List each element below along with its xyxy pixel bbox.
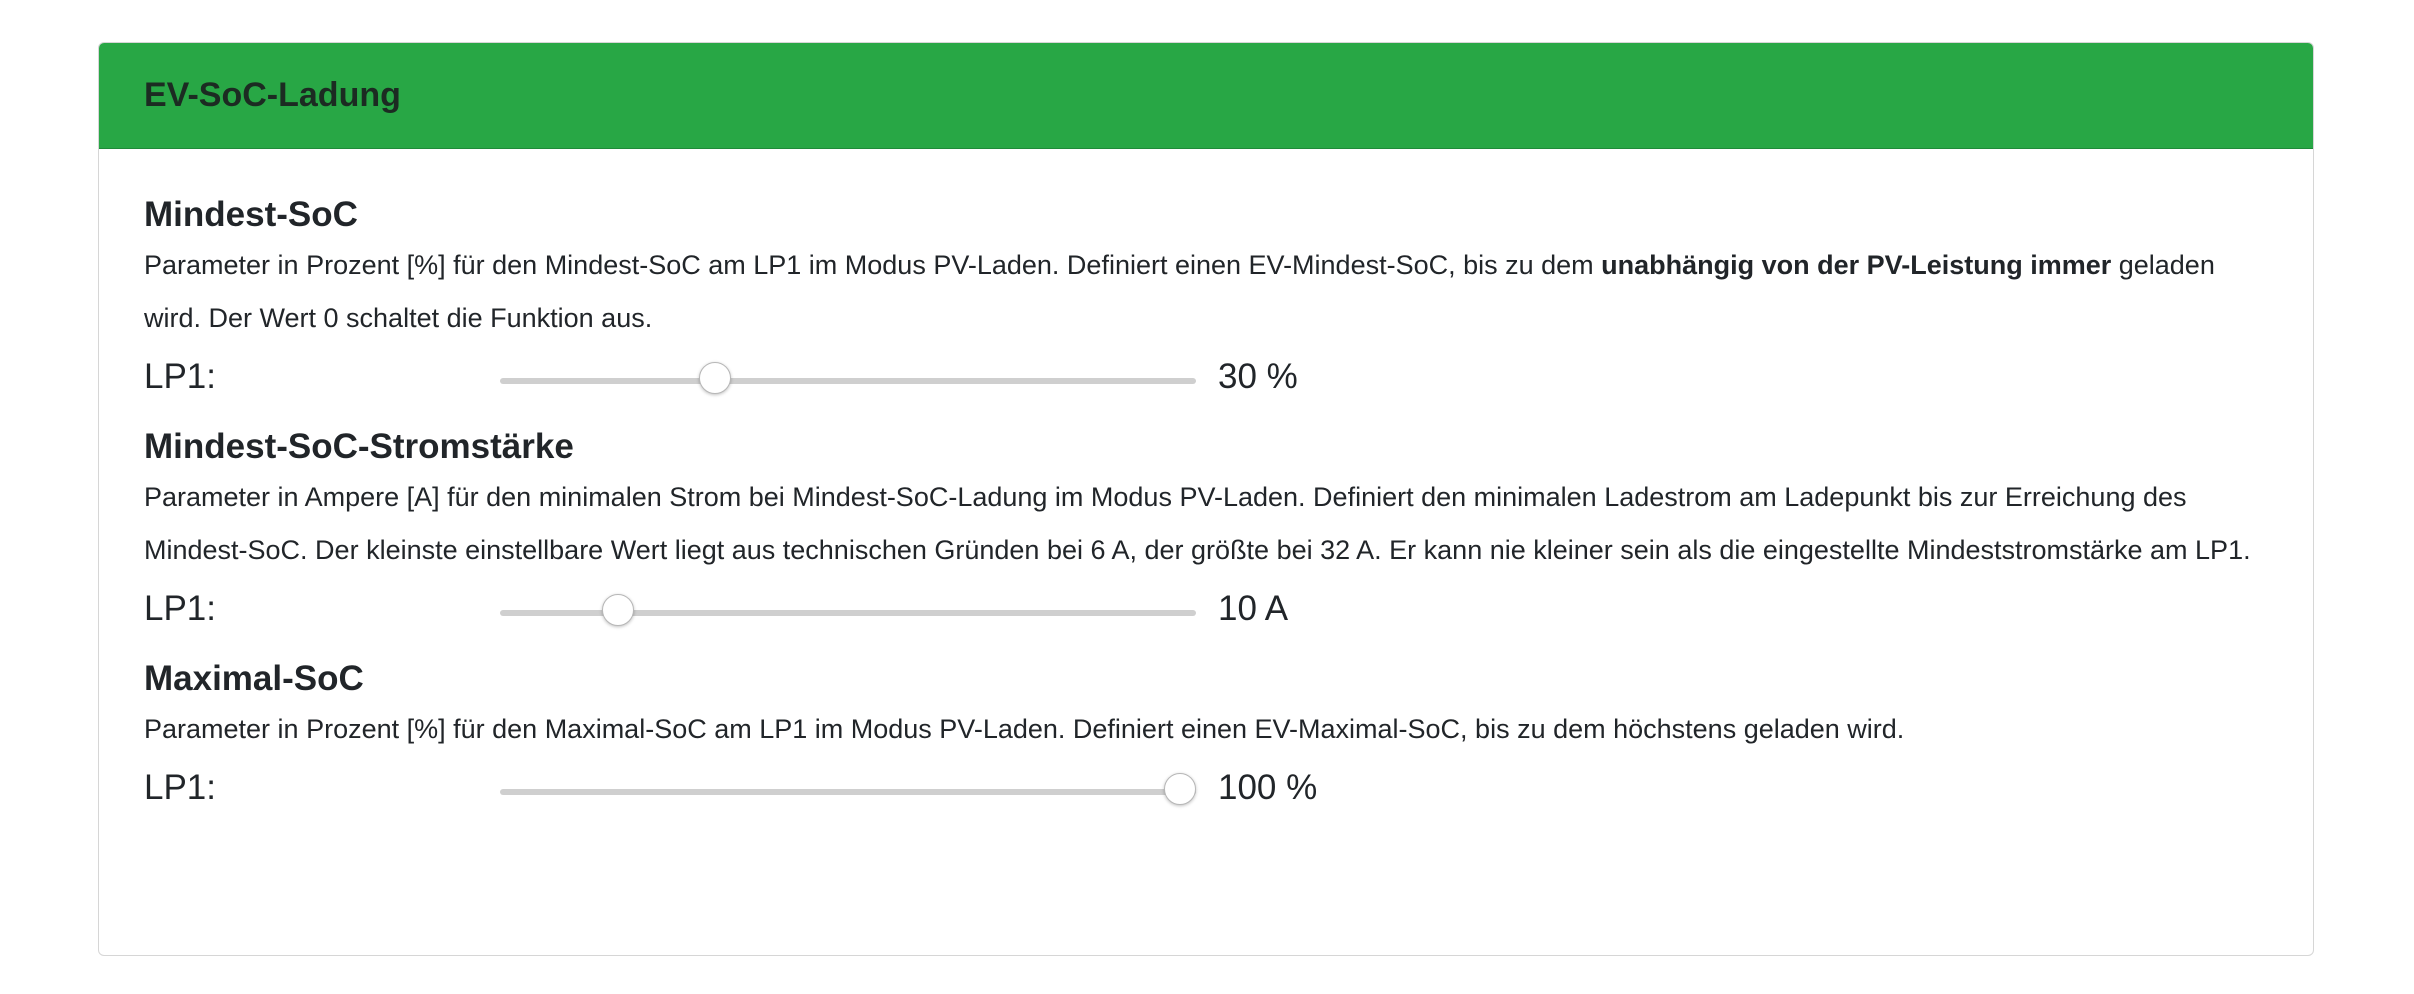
slider-track[interactable] bbox=[500, 789, 1196, 795]
slider-label: LP1: bbox=[144, 589, 216, 628]
section-description: Parameter in Ampere [A] für den minimalen Strom bei Mindest-SoC-Ladung im Modus PV-Laden. Definiert den minimalen Ladestrom am Ladepunkt bis zur Erreichung des Mindest-SoC. Der kleinste einstellbare Wert liegt aus technischen Gründen bei 6 A, der größte bei 32 A. Er kann nie kleiner sein als die eingestellte Mindeststromstärke am LP1. bbox=[144, 482, 2251, 565]
slider-track[interactable] bbox=[500, 378, 1196, 384]
section-title: Mindest-SoC bbox=[144, 195, 358, 234]
slider-thumb[interactable] bbox=[1164, 773, 1196, 805]
section-mindest-soc bbox=[144, 193, 2268, 415]
slider-row-lp1 bbox=[144, 756, 2268, 826]
mindest-soc-stromstaerke-slider[interactable] bbox=[500, 577, 1196, 647]
card-title: EV-SoC-Ladung bbox=[144, 76, 401, 114]
slider-value: 10 A bbox=[1218, 589, 1289, 628]
slider-row-lp1 bbox=[144, 577, 2268, 647]
card-header bbox=[99, 43, 2313, 149]
section-description: Parameter in Prozent [%] für den Maximal-SoC am LP1 im Modus PV-Laden. Definiert einen EV-Maximal-SoC, bis zu dem höchstens geladen wird. bbox=[144, 714, 1905, 744]
section-description bbox=[144, 239, 2268, 345]
slider-thumb[interactable] bbox=[699, 362, 731, 394]
ev-soc-card bbox=[98, 42, 2314, 956]
slider-value: 100 % bbox=[1218, 768, 1318, 807]
description-text: geladen wird. Der Wert 0 schaltet die Funktion aus. bbox=[144, 250, 2215, 333]
section-title: Maximal-SoC bbox=[144, 659, 364, 698]
card-body bbox=[99, 149, 2313, 826]
section-title: Mindest-SoC-Stromstärke bbox=[144, 427, 574, 466]
slider-value: 30 % bbox=[1218, 357, 1298, 396]
slider-label: LP1: bbox=[144, 768, 216, 807]
maximal-soc-slider[interactable] bbox=[500, 756, 1196, 826]
slider-thumb[interactable] bbox=[602, 594, 634, 626]
mindest-soc-slider[interactable] bbox=[500, 345, 1196, 415]
description-emphasis: unabhängig von der PV-Leistung immer bbox=[1601, 250, 2112, 280]
slider-label: LP1: bbox=[144, 357, 216, 396]
section-mindest-soc-stromstaerke bbox=[144, 425, 2268, 647]
slider-row-lp1 bbox=[144, 345, 2268, 415]
description-text: Parameter in Prozent [%] für den Mindest-SoC am LP1 im Modus PV-Laden. Definiert einen EV-Mindest-SoC, bis zu dem bbox=[144, 250, 1602, 280]
section-maximal-soc bbox=[144, 657, 2268, 826]
